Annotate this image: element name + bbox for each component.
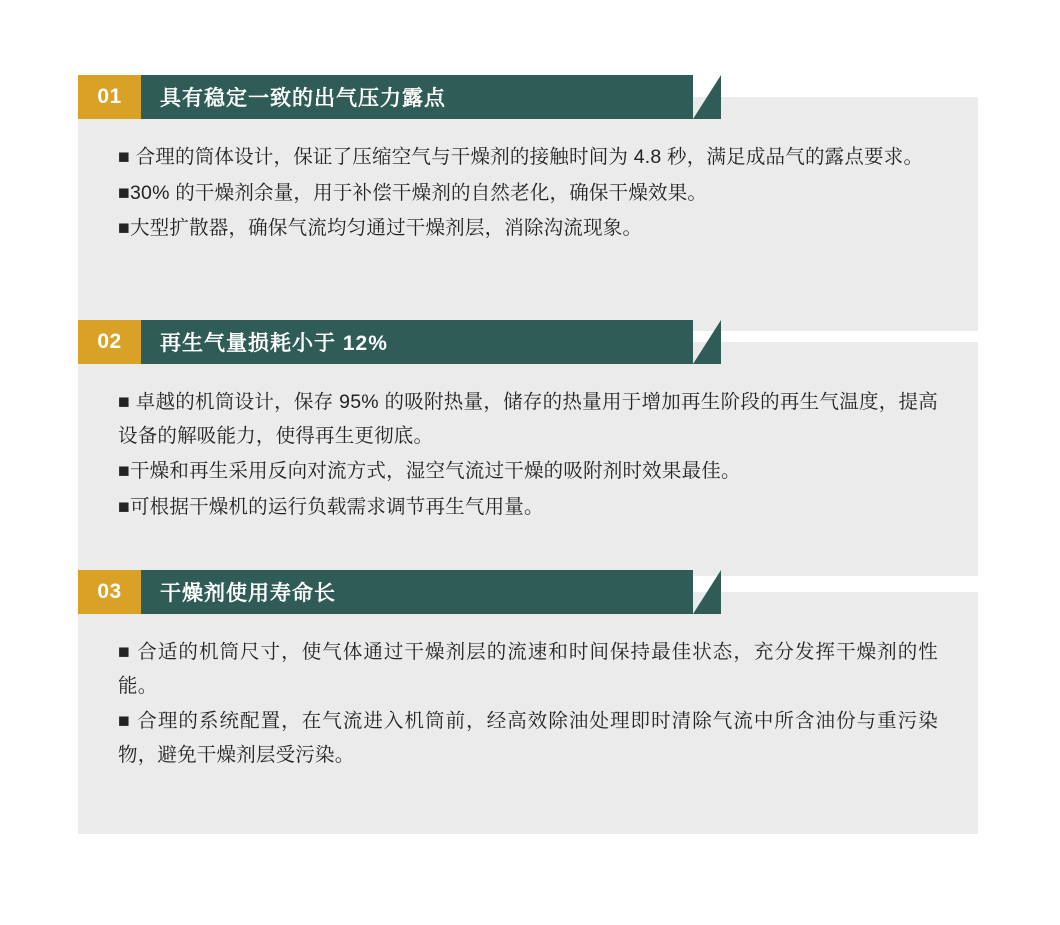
- feature-section-01: [78, 75, 978, 331]
- section-title-text: 具有稳定一致的出气压力露点: [160, 87, 446, 110]
- section-title: [141, 75, 693, 119]
- bullet-item: ■ 合理的系统配置，在气流进入机筒前，经高效除油处理即时清除气流中所含油份与重污染物，避免干燥剂层受污染。: [118, 710, 938, 766]
- header-slant-decoration: [693, 570, 721, 614]
- section-title-text: 干燥剂使用寿命长: [160, 582, 336, 605]
- bullet-item: ■可根据干燥机的运行负载需求调节再生气用量。: [118, 495, 544, 518]
- section-number-badge: 03: [78, 570, 141, 614]
- header-slant-decoration: [693, 75, 721, 119]
- section-number-badge: 02: [78, 320, 141, 364]
- bullet-item: ■ 卓越的机筒设计，保存 95% 的吸附热量，储存的热量用于增加再生阶段的再生气温度，提高设备的解吸能力，使得再生更彻底。: [118, 391, 938, 447]
- section-number-badge: 01: [78, 75, 141, 119]
- section-body-03: [78, 592, 978, 834]
- feature-section-03: [78, 570, 978, 834]
- feature-section-02: [78, 320, 978, 576]
- section-body-01: [78, 97, 978, 331]
- section-title: [141, 570, 693, 614]
- section-title-text: 再生气量损耗小于 12%: [160, 332, 388, 355]
- bullet-item: ■ 合理的筒体设计，保证了压缩空气与干燥剂的接触时间为 4.8 秒，满足成品气的露点要求。: [118, 146, 924, 168]
- bullet-item: ■干燥和再生采用反向对流方式，湿空气流过干燥的吸附剂时效果最佳。: [118, 460, 741, 483]
- section-header-02: [78, 320, 693, 364]
- bullet-item: ■大型扩散器，确保气流均匀通过干燥剂层，消除沟流现象。: [118, 217, 643, 240]
- section-body-02: [78, 342, 978, 576]
- section-header-03: [78, 570, 693, 614]
- section-header-01: [78, 75, 693, 119]
- section-title: [141, 320, 693, 364]
- bullet-item: ■ 合适的机筒尺寸，使气体通过干燥剂层的流速和时间保持最佳状态，充分发挥干燥剂的性能。: [118, 641, 938, 697]
- bullet-item: ■30% 的干燥剂余量，用于补偿干燥剂的自然老化，确保干燥效果。: [118, 181, 708, 204]
- header-slant-decoration: [693, 320, 721, 364]
